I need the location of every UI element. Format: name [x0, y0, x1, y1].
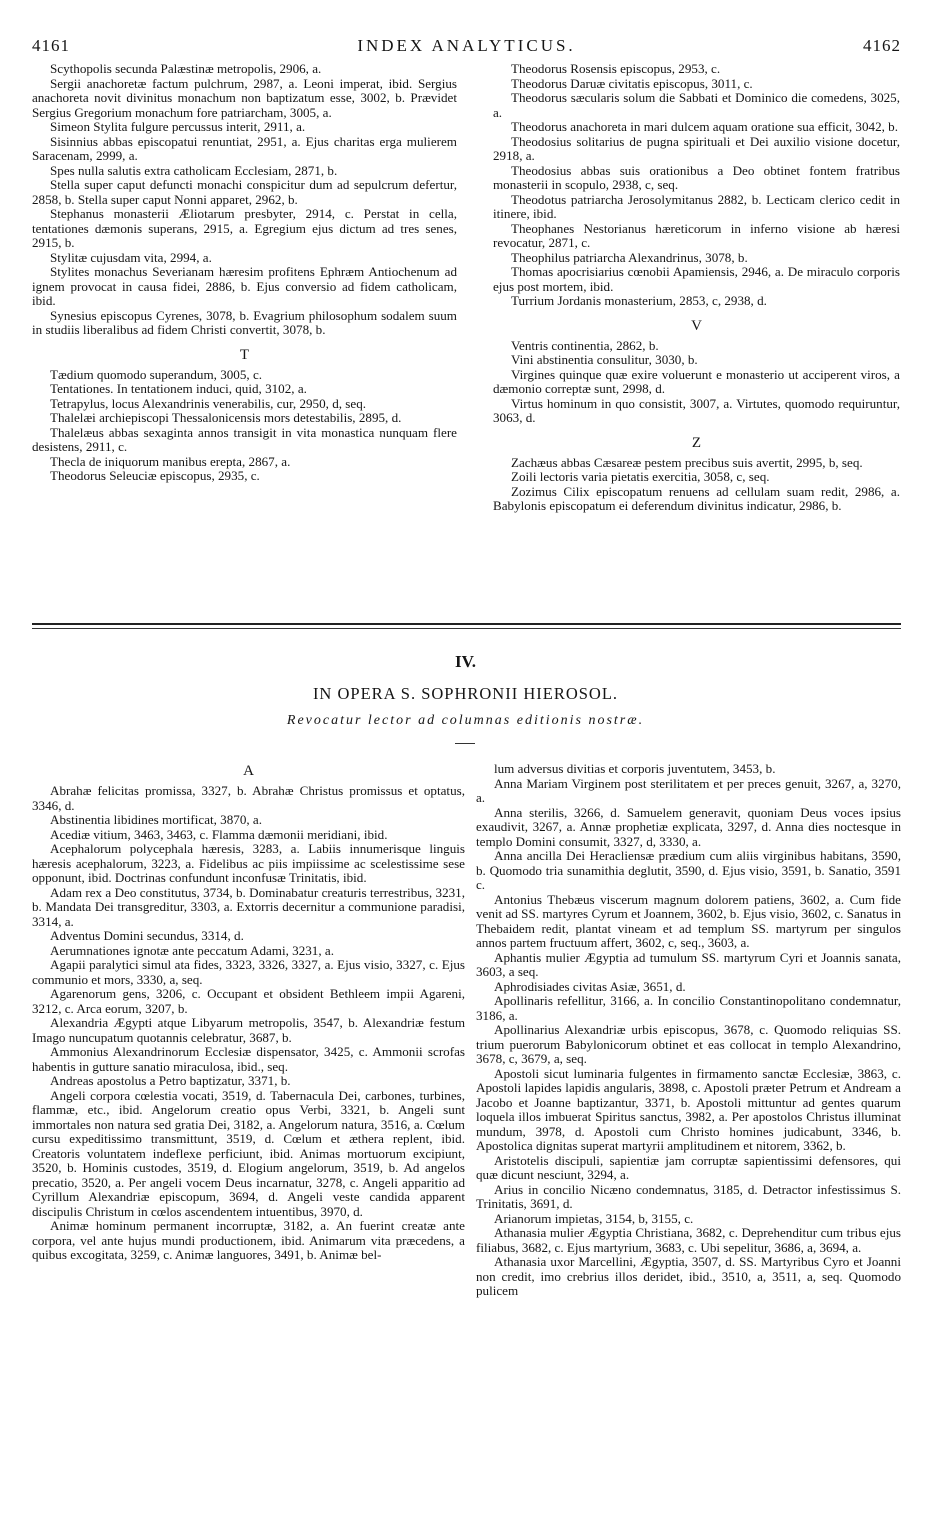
index-entry: Turrium Jordanis monasterium, 2853, c, 2938, d. [511, 293, 767, 308]
index-entry: Athanasia mulier Ægyptia Christiana, 3682, c. Deprehenditur cum tribus ejus filiabus, 3682, c. Ejus martyrium, 3683, c. Ubi sepelitur, 3686, a, 3694, a. [476, 1225, 901, 1255]
index-entry: Anna Mariam Virginem post sterilitatem et per preces genuit, 3267, a, 3270, a. [476, 775, 901, 805]
index-entry: Scythopolis secunda Palæstinæ metropolis, 2906, a. [50, 61, 322, 76]
index-entry: Thalelæi archiepiscopi Thessalonicensis mors detestabilis, 2895, d. [50, 410, 402, 425]
running-title: INDEX ANALYTICUS. [357, 36, 576, 55]
index-entry: Synesius episcopus Cyrenes, 3078, b. Evagrium philosophum sodalem suum in studiis liberalibus ad fidem Christi convertit, 3078, b. [32, 307, 457, 337]
index-entry: Angeli corpora cœlestia vocati, 3519, d. Tabernacula Dei, carbones, turbines, flammæ, etc., ibid. Angelorum creatio opus Verbi, 3321, b. Angeli sunt immortales non natura sed gratia Dei, 3182, a. Angelorum natura, 3516, a. Cœlum cursu expeditissimo transmittunt, 3519, d. Cœlum et æthera replent, ibid. Creatoris voluntatem indeflexe perficiunt, ibid. Animas mortuorum excipiunt, 3520, b. Hominis custodes, 3519, d. Elogium angelorum, 3519, b. Ad angelos precatio, 3520, a. Per angeli vocem Deus incarnatur, 3278, c. Angeli apparitio ad Cyrillum Alexandriæ episcopum, 3694, d. Angeli veste candida apparent discipulis Christum in cœlos ascendentem intuentibus, 3970, d. [32, 1087, 465, 1219]
entries-s [32, 62, 457, 338]
index-entry: Abrahæ felicitas promissa, 3327, b. Abrahæ Christus promissus et optatus, 3346, d. [32, 783, 465, 813]
index-entry: Athanasia uxor Marcellini, Ægyptia, 3507, d. SS. Martyribus Cyro et Joanni non credit, imo crebrius illos deridet, ibid., 3510, a, 3511, a, seq. Quomodo pulicem [476, 1254, 901, 1298]
index-entry: Anna sterilis, 3266, d. Samuelem generavit, quoniam Deus voces ipsius exaudivit, 3267, a. Annæ prophetiæ explicata, 3297, d. Anna dies noctesque in templo Domini consumit, 3327, d, 3330, a. [476, 804, 901, 849]
section-divider-thick [32, 623, 901, 625]
index-entry: Aphrodisiades civitas Asiæ, 3651, d. [494, 978, 686, 994]
index-entry: lum adversus divitias et corporis juventutem, 3453, b. [494, 761, 776, 776]
title-dash [455, 743, 475, 744]
index-entry: Adventus Domini secundus, 3314, d. [50, 928, 244, 943]
column-top-right [493, 62, 900, 514]
index-entry: Stella super caput defuncti monachi conspicitur dum ad sepulcrum defertur, 2858, b. Stella super caput Nonni apparet, 2962, b. [32, 177, 457, 207]
letter-heading-t: T [239, 346, 250, 363]
index-entry: Virgines quinque quæ exire voluerunt e monasterio ut acciperent viros, a dæmonio correptæ sunt, 2998, d. [493, 366, 900, 396]
index-entry: Theodotus patriarcha Jerosolymitanus 2882, b. Lecticam clerico cedit in itinere, ibid. [493, 191, 900, 221]
index-entry: Zachæus abbas Cæsareæ pestem precibus suis avertit, 2995, b, seq. [511, 454, 863, 470]
index-entry: Ventris continentia, 2862, b. [511, 337, 659, 353]
index-entry: Theophilus patriarcha Alexandrinus, 3078, b. [511, 249, 748, 265]
running-header [32, 36, 901, 58]
index-entry: Theodorus sæcularis solum die Sabbati et Dominico die comedens, 3025, a. [493, 90, 900, 120]
letter-heading-z: Z [691, 434, 702, 451]
index-entry: Zoili lectoris varia pietatis exercitia, 3058, c, seq. [511, 469, 770, 484]
index-entry: Abstinentia libidines mortificat, 3870, a. [50, 812, 263, 827]
index-entry: Stylitæ cujusdam vita, 2994, a. [50, 249, 212, 265]
index-entry: Tædium quomodo superandum, 3005, c. [50, 366, 263, 382]
index-entry: Theodosius solitarius de pugna spirituali et Dei auxilio visione docetur, 2918, a. [493, 133, 900, 163]
index-entry: Theodorus anachoreta in mari dulcem aquam oratione sua efficit, 3042, b. [511, 119, 898, 134]
entries-theo [493, 62, 900, 309]
index-entry: Virtus hominum in quo consistit, 3007, a. Virtutes, quomodo requiruntur, 3063, d. [493, 395, 900, 425]
section-title: IN OPERA S. SOPHRONII HIEROSOL. [312, 684, 619, 703]
index-entry: Acephalorum polycephala hæresis, 3283, a. Labiis innumerisque linguis hæresis acephalorum, 3223, a. Fidelibus ac piis impiissime ac scelestissime sese opponunt, ibid. Doctrinas confundunt inconfusæ Trinitatis, ibid. [32, 841, 465, 885]
index-entry: Stephanus monasterii Æliotarum presbyter, 2914, c. Perstat in cella, tentationes dæmonis superans, 2915, a. Egregium ejus dictum ad tres senes, 2915, b. [32, 206, 457, 250]
column-bottom-right [476, 762, 901, 1299]
index-entry: Apollinaris refellitur, 3166, a. In concilio Constantinopolitano condemnatur, 3186, a. [476, 993, 901, 1023]
index-entry: Theodorus Daruæ civitatis episcopus, 3011, c. [511, 75, 753, 91]
page-number-right: 4162 [863, 36, 901, 55]
index-entry: Stylites monachus Severianam hæresim profitens Ephræm Antiochenum ad ignem provocat in causa fidei, 2886, b. Ejus conversio ad fidem catholicam, ibid. [32, 264, 457, 308]
page-number-left: 4161 [32, 36, 70, 55]
index-entry: Theodorus Seleuciæ episcopus, 2935, c. [50, 468, 260, 483]
index-entry: Zozimus Cilix episcopatum renuens ad cellulam suam redit, 2986, a. Babylonis episcopatum ei deferendum divinitus indicatur, 2986, b. [493, 483, 900, 513]
index-entry: Tentationes. In tentationem induci, quid, 3102, a. [50, 381, 307, 396]
section-divider-thin [32, 628, 901, 629]
index-entry: Andreas apostolus a Petro baptizatur, 3371, b. [50, 1073, 291, 1088]
index-entry: Sergii anachoretæ factum pulchrum, 2987, a. Leoni imperat, ibid. Sergius anachoreta novit divinitus monachum non baptizatum esse, 3002, b. Prævidet Sergius Gregorium monachum fore patriarcham, 3005, a. [32, 75, 457, 120]
index-entry: Aerumnationes ignotæ ante peccatum Adami, 3231, a. [50, 942, 334, 958]
index-entry: Alexandria Ægypti atque Libyarum metropolis, 3547, b. Alexandriæ festum Imago nuncupatum quotannis celebratur, 3687, b. [32, 1015, 465, 1045]
column-top-left [32, 62, 457, 484]
index-entry: Adam rex a Deo constitutus, 3734, b. Dominabatur creaturis terrestribus, 3231, b. Mandata Dei transgreditur, 3303, a. Extorris decernitur a communione paradisi, 3314, a. [32, 884, 465, 929]
index-entry: Spes nulla salutis extra catholicam Ecclesiam, 2871, b. [50, 162, 338, 178]
index-entry: Thecla de iniquorum manibus erepta, 2867, a. [50, 453, 291, 469]
section-number: IV. [455, 652, 476, 671]
index-entry: Animæ hominum permanent incorruptæ, 3182, a. An fuerint creatæ ante corpora, vel ante hujus mundi productionem, ibid. Animarum vita præcedens, a quibus excogitata, 3259, c. Animæ languores, 3491, b. Animæ bel- [32, 1218, 465, 1262]
index-entry: Agarenorum gens, 3206, c. Occupant et obsident Bethleem impii Agareni, 3212, c. Arca eorum, 3207, b. [32, 986, 465, 1016]
index-entry: Sisinnius abbas episcopatui renuntiat, 2951, a. Ejus charitas erga mulierem Saracenam, 2999, a. [32, 133, 457, 163]
index-entry: Apollinarius Alexandriæ urbis episcopus, 3678, c. Quomodo reliquias SS. trium puerorum Babylonicorum obtinet et eas collocat in templo Alexandrino, 3678, c, 3679, a, seq. [476, 1022, 901, 1066]
index-entry: Theophanes Nestorianus hæreticorum in inferno visione ab hæresi revocatur, 2871, c. [493, 220, 900, 250]
index-entry: Theodosius abbas suis orationibus a Deo obtinet fontem fratribus monasterii in scopulo, 2938, c, seq. [493, 162, 900, 192]
index-entry: Thalelæus abbas sexaginta annos transigit in vita monastica nunquam flere desistens, 2911, c. [32, 424, 457, 454]
index-entry: Aristotelis discipuli, sapientiæ jam corruptæ sapientissimi defensores, qui quæ dicunt nesciunt, 3294, a. [476, 1152, 901, 1182]
index-entry: Simeon Stylita fulgure percussus interit, 2911, a. [50, 119, 306, 134]
entries-t [32, 368, 457, 484]
entries-v [493, 339, 900, 426]
entries-a-right [476, 762, 901, 1299]
index-entry: Tetrapylus, locus Alexandrinis venerabilis, cur, 2950, d, seq. [50, 395, 367, 411]
index-entry: Arius in concilio Nicæno condemnatus, 3185, d. Detractor infestissimus S. Trinitatis, 3691, d. [476, 1181, 901, 1211]
index-entry: Anna ancilla Dei Heracliensæ prædium cum aliis virginibus habitans, 3590, b. Quomodo tria sunamithia deglutit, 3590, d. Ejus visio, 3591, b. Sanatio, 3591 c. [476, 848, 901, 892]
letter-heading-a: A [243, 763, 254, 779]
index-entry: Aphantis mulier Ægyptia ad tumulum SS. martyrum Cyri et Joannis sanata, 3603, a seq. [476, 949, 901, 979]
letter-heading-v: V [691, 317, 702, 334]
index-entry: Acediæ vitium, 3463, 3463, c. Flamma dæmonii meridiani, ibid. [50, 826, 388, 842]
index-entry: Apostoli sicut luminaria fulgentes in firmamento sanctæ Ecclesiæ, 3863, c. Apostoli lapides lapidis angularis, 3898, c. Apostoli præter Petrum et Andream a Jacobo et Joanne baptizantur, 3371, b. Apostoli mittuntur ad gentes quarum loquela illos imbuerat Spiritus sanctus, 3982, a. Per apostolos Christus illuminat mundum, 3978, d. Apostoli cum Christo homines judicabunt, 3346, b. Apostolica dignitas superat martyrii amplitudinem et nitorem, 3362, b. [476, 1065, 901, 1153]
index-entry: Theodorus Rosensis episcopus, 2953, c. [511, 61, 721, 76]
index-entry: Antonius Thebæus viscerum magnum dolorem patiens, 3602, a. Cum fide venit ad SS. martyres Cyrum et Joannem, 3602, b. Ejus visio, 3602, c. Sanatus in Thebaidem redit, plantat vineam et ad templum SS. martyrum per singulos annos partem fructuum affert, 3602, c, seq., 3603, a. [476, 891, 901, 950]
column-bottom-left [32, 762, 465, 1263]
entries-a-left [32, 784, 465, 1263]
index-entry: Thomas apocrisiarius cœnobii Apamiensis, 2946, a. De miraculo corporis ejus post mortem, ibid. [493, 264, 900, 294]
index-entry: Vini abstinentia consulitur, 3030, b. [511, 352, 698, 367]
index-entry: Arianorum impietas, 3154, b, 3155, c. [494, 1210, 694, 1226]
entries-z [493, 456, 900, 514]
section-subtitle: Revocatur lector ad columnas editionis nostræ. [286, 713, 645, 728]
index-entry: Agapii paralytici simul ata fides, 3323, 3326, 3327, a. Ejus visio, 3327, c. Ejus communio et mors, 3330, a, seq. [32, 957, 465, 987]
index-entry: Ammonius Alexandrinorum Ecclesiæ dispensator, 3425, c. Ammonii scrofas habentis in gutture sanatio miraculosa, ibid., seq. [32, 1044, 465, 1074]
